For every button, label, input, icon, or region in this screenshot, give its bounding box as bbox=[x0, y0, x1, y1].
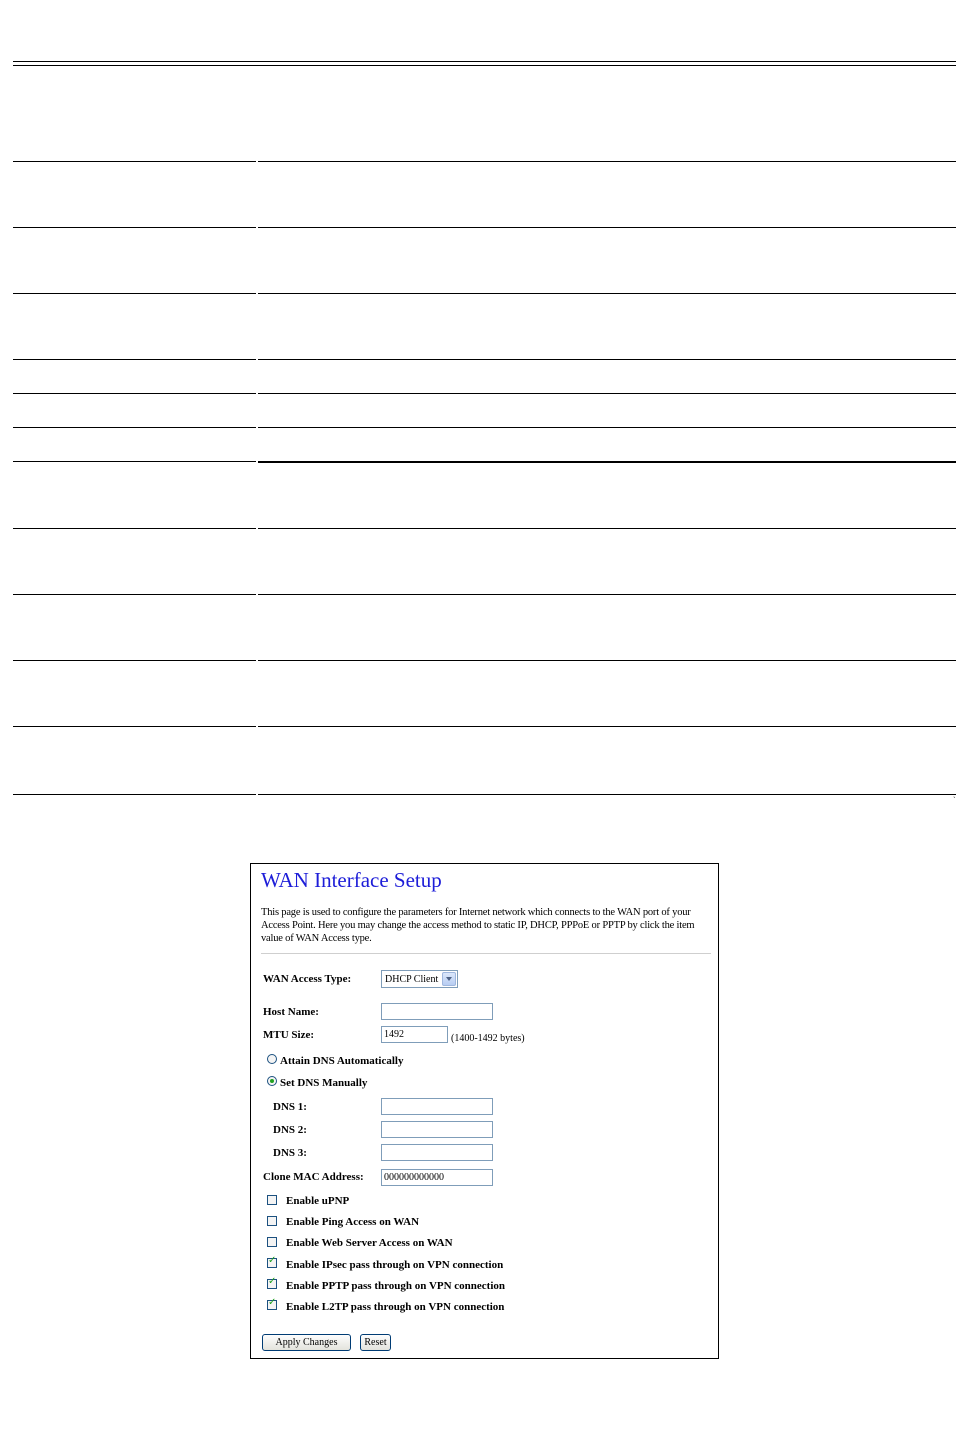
dns1-input[interactable] bbox=[381, 1098, 493, 1115]
enable-l2tp-passthrough-checkbox[interactable] bbox=[267, 1300, 277, 1310]
enable-web-server-access-label: Enable Web Server Access on WAN bbox=[286, 1237, 453, 1249]
table-top-rule-2 bbox=[13, 65, 956, 66]
enable-ping-access-checkbox[interactable] bbox=[267, 1216, 277, 1226]
clone-mac-address-label: Clone MAC Address: bbox=[263, 1171, 364, 1183]
page-title: WAN Interface Setup bbox=[261, 868, 442, 892]
enable-l2tp-passthrough-label: Enable L2TP pass through on VPN connection bbox=[286, 1301, 505, 1313]
wan-access-type-value: DHCP Client bbox=[385, 974, 439, 985]
dns3-label: DNS 3: bbox=[273, 1147, 307, 1159]
enable-pptp-passthrough-checkbox[interactable] bbox=[267, 1279, 277, 1289]
mtu-size-input[interactable] bbox=[381, 1026, 448, 1043]
page-description: This page is used to configure the parameters for Internet network which connects to the WAN port of your Access Point. Here you may change the access method to static IP, DHCP, PPPoE or PPTP by click the item value of WAN Access type. bbox=[261, 907, 695, 944]
dns2-input[interactable] bbox=[381, 1121, 493, 1138]
dns3-input[interactable] bbox=[381, 1144, 493, 1161]
mtu-size-label: MTU Size: bbox=[263, 1029, 315, 1041]
enable-ping-access-label: Enable Ping Access on WAN bbox=[286, 1216, 420, 1228]
enable-pptp-passthrough-label: Enable PPTP pass through on VPN connection bbox=[286, 1280, 506, 1292]
enable-web-server-access-checkbox[interactable] bbox=[267, 1237, 277, 1247]
enable-upnp-checkbox[interactable] bbox=[267, 1195, 277, 1205]
enable-ipsec-passthrough-label: Enable IPsec pass through on VPN connection bbox=[286, 1259, 504, 1271]
enable-upnp-label: Enable uPNP bbox=[286, 1195, 350, 1207]
host-name-input[interactable] bbox=[381, 1003, 493, 1020]
wan-interface-setup-panel bbox=[250, 863, 719, 1359]
table-top-rule bbox=[13, 61, 956, 62]
dns1-label: DNS 1: bbox=[273, 1101, 307, 1113]
dns2-label: DNS 2: bbox=[273, 1124, 307, 1136]
reset-button[interactable]: Reset bbox=[360, 1334, 391, 1351]
attain-dns-automatically-label: Attain DNS Automatically bbox=[280, 1055, 404, 1067]
host-name-label: Host Name: bbox=[263, 1006, 319, 1018]
clone-mac-address-input[interactable] bbox=[381, 1169, 493, 1186]
set-dns-manually-radio[interactable] bbox=[267, 1076, 277, 1086]
wan-access-type-label: WAN Access Type: bbox=[263, 973, 352, 985]
enable-ipsec-passthrough-checkbox[interactable] bbox=[267, 1258, 277, 1268]
corner-mark: ˏ bbox=[953, 789, 956, 798]
section-divider bbox=[261, 953, 711, 954]
attain-dns-automatically-radio[interactable] bbox=[267, 1054, 277, 1064]
wan-access-type-select[interactable] bbox=[381, 970, 458, 988]
apply-changes-button[interactable]: Apply Changes bbox=[262, 1334, 351, 1351]
chevron-down-icon[interactable] bbox=[442, 972, 456, 986]
set-dns-manually-label: Set DNS Manually bbox=[280, 1077, 368, 1089]
mtu-size-range-note: (1400-1492 bytes) bbox=[451, 1033, 525, 1044]
